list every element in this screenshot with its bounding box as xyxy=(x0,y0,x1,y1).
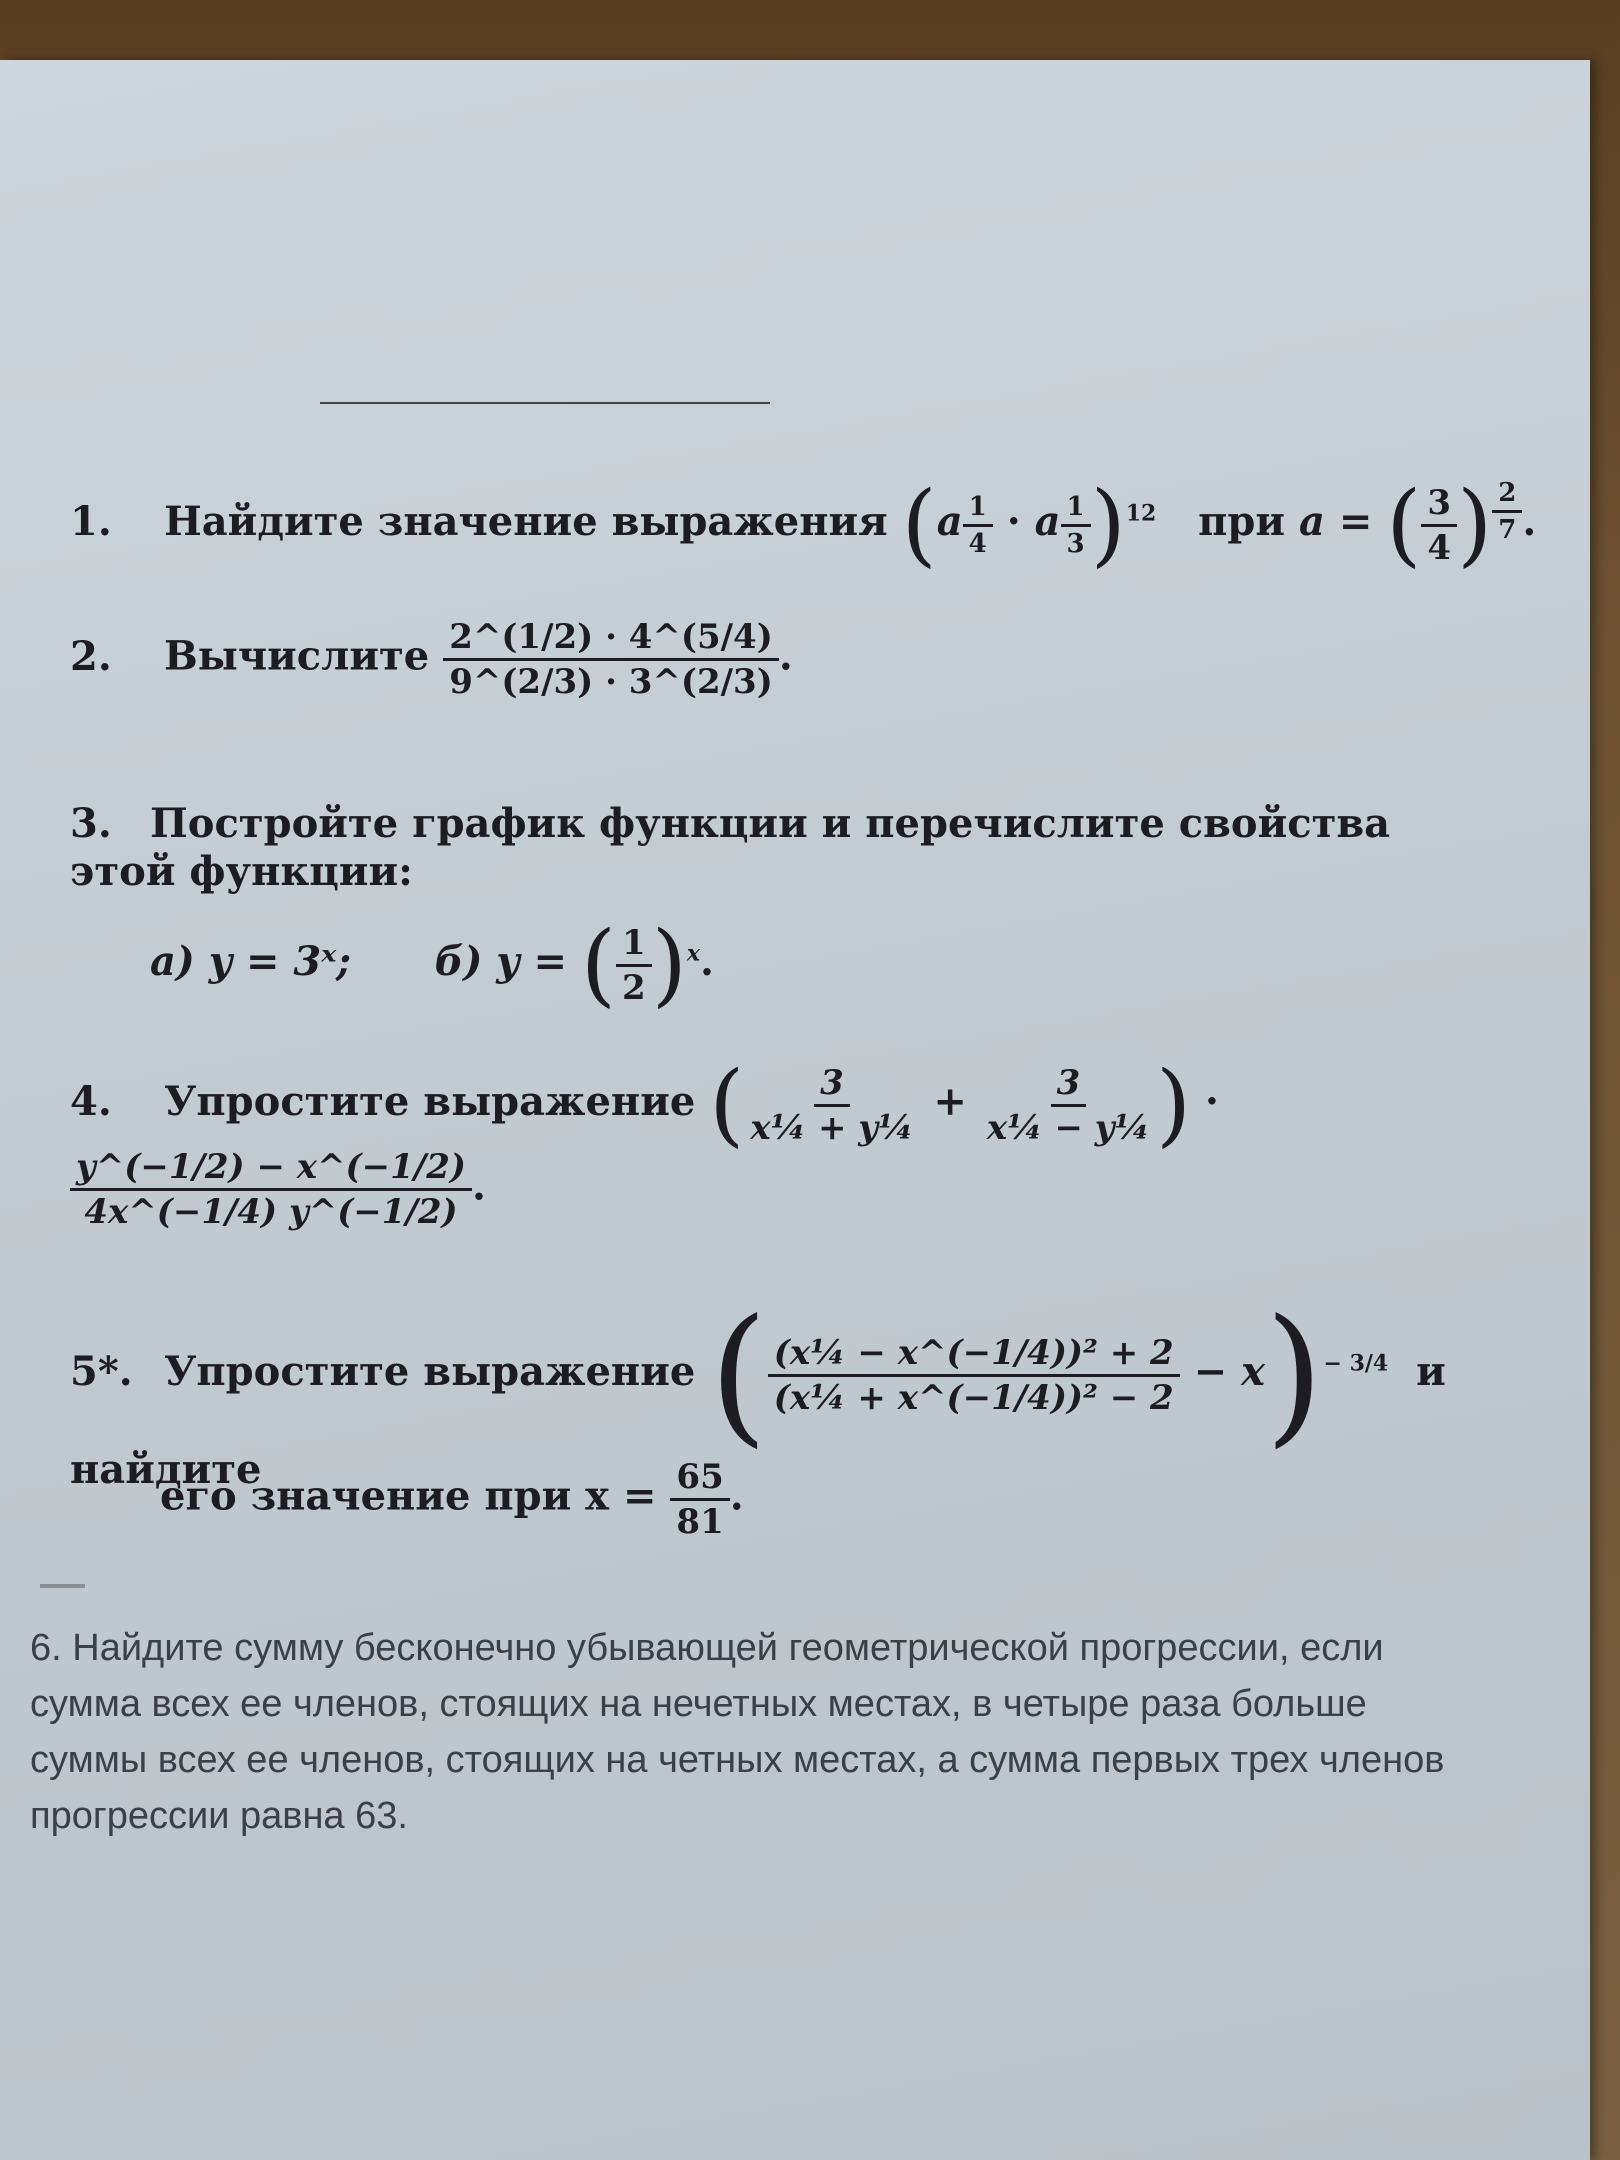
paren-right: ) xyxy=(1457,472,1493,577)
numerator: 2^(1/2) · 4^(5/4) xyxy=(443,620,779,661)
power-frac: $\frac{2}{7}$ xyxy=(1492,480,1522,543)
paren-right: ) xyxy=(651,912,687,1017)
smudge-mark xyxy=(40,1584,85,1588)
worksheet-page xyxy=(0,60,1590,2160)
task-6: 6. Найдите сумму бесконечно убывающей геометрической прогрессии, если сумма всех ее членов, стоящих на нечетных местах, в четыре раза больше суммы всех ее членов, стоящих на четных местах, а сумма первых трех членов прогрессии равна 63. xyxy=(30,1627,1445,1837)
exp-frac-2: $\frac{1}{3}$ xyxy=(1061,494,1091,557)
paren-right: ) xyxy=(1264,1288,1324,1462)
task-number: 2. xyxy=(70,632,112,680)
paren-left: ( xyxy=(1386,472,1422,577)
task-2: 2. Вычислите $\frac{2\^{}(1/2) \cdot 4\^{}(5/4)}{9\^{}(2/3) \cdot 3\^{}(2/3)}$ . xyxy=(70,617,793,702)
task-tail: и найдите xyxy=(70,1348,1446,1493)
task-text: Упростите выражение xyxy=(163,1348,696,1395)
item-a: а) y = 3ˣ; xyxy=(150,938,351,985)
task-3 xyxy=(70,800,1470,896)
exponent-12: 12 xyxy=(1125,500,1157,527)
frac-2: $\frac{3}{\text{x¼ − y¼}}$ xyxy=(986,1062,1150,1148)
half-frac: $\frac{1}{2}$ xyxy=(616,926,652,1005)
frac-1: $\frac{3}{\text{x¼ + y¼}}$ xyxy=(750,1062,914,1148)
paren-right: ) xyxy=(1090,472,1126,577)
equals: = xyxy=(1338,498,1373,545)
base-a2: a xyxy=(1034,498,1061,545)
task-text: Вычислите xyxy=(163,632,430,680)
paren-right: ) xyxy=(1156,1052,1192,1157)
task-4: 4. Упростите выражение ( $\frac{3}{\text{x¼ + y¼}}$ + $\frac{3}{\text{x¼ − y¼}}$ ) · $\frac{y\^{}(-1/2) - x\^{}(-1/2)}{4x\^{}(-1/4) y\^{}(-1/2)}$ . xyxy=(70,1052,1219,1232)
task-text: Найдите значение выражения xyxy=(163,498,888,545)
exp-frac-1: $\frac{1}{4}$ xyxy=(963,494,993,557)
task-number: 4. xyxy=(70,1078,112,1125)
value-frac: $\frac{3}{4}$ xyxy=(1421,486,1457,565)
x-value-frac: $\frac{65}{81}$ xyxy=(670,1460,729,1539)
item-b: б) y = xyxy=(434,938,567,985)
task-5-line2: его значение при x = $\frac{65}{81}$ . xyxy=(160,1457,744,1542)
minus-x: − x xyxy=(1193,1348,1265,1395)
big-fraction: $\frac{\text{(x¼ − x\textasciicircum{}(−1/4))² + 2}}{\text{(x¼ + x\textasciicircum{}(−1/4))² − 2}}$ xyxy=(768,1336,1180,1415)
task-text: Постройте график функции и перечислите свойства этой функции: xyxy=(70,800,1391,895)
paren-left: ( xyxy=(709,1288,768,1462)
task-number: 1. xyxy=(70,498,112,545)
paren-left: ( xyxy=(709,1052,745,1157)
task-3-items: а) y = 3ˣ; б) y = ( $\frac{1}{2}$ )$^x$. xyxy=(150,912,714,1017)
dot: · xyxy=(1006,498,1021,545)
task-number: 5*. xyxy=(70,1348,133,1395)
paren-left: ( xyxy=(901,472,937,577)
header-rule xyxy=(320,402,770,404)
frac-3: $\frac{y\^{}(-1/2) - x\^{}(-1/2)}{4x\^{}(-1/4) y\^{}(-1/2)}$ xyxy=(70,1150,472,1229)
outer-exponent: − 3/4 xyxy=(1323,1350,1389,1377)
task-1: 1. Найдите значение выражения (a $\frac{1}{4}$ · a $\frac{1}{3}$ )$^{12}$ при a = ( $\frac{3}{4}$ ) $\frac{2}{7}$ . xyxy=(70,472,1537,577)
condition-word: при xyxy=(1198,498,1286,545)
task-text: Упростите выражение xyxy=(163,1078,696,1125)
exponent-x: x xyxy=(686,940,700,967)
main-fraction xyxy=(443,617,779,702)
denominator: 9^(2/3) · 3^(2/3) xyxy=(449,662,773,702)
base-a1: a xyxy=(936,498,963,545)
paren-left: ( xyxy=(580,912,617,1017)
var-a: a xyxy=(1298,498,1325,545)
task-text-2: его значение при x = xyxy=(160,1472,657,1520)
task-number: 3. xyxy=(70,800,112,847)
